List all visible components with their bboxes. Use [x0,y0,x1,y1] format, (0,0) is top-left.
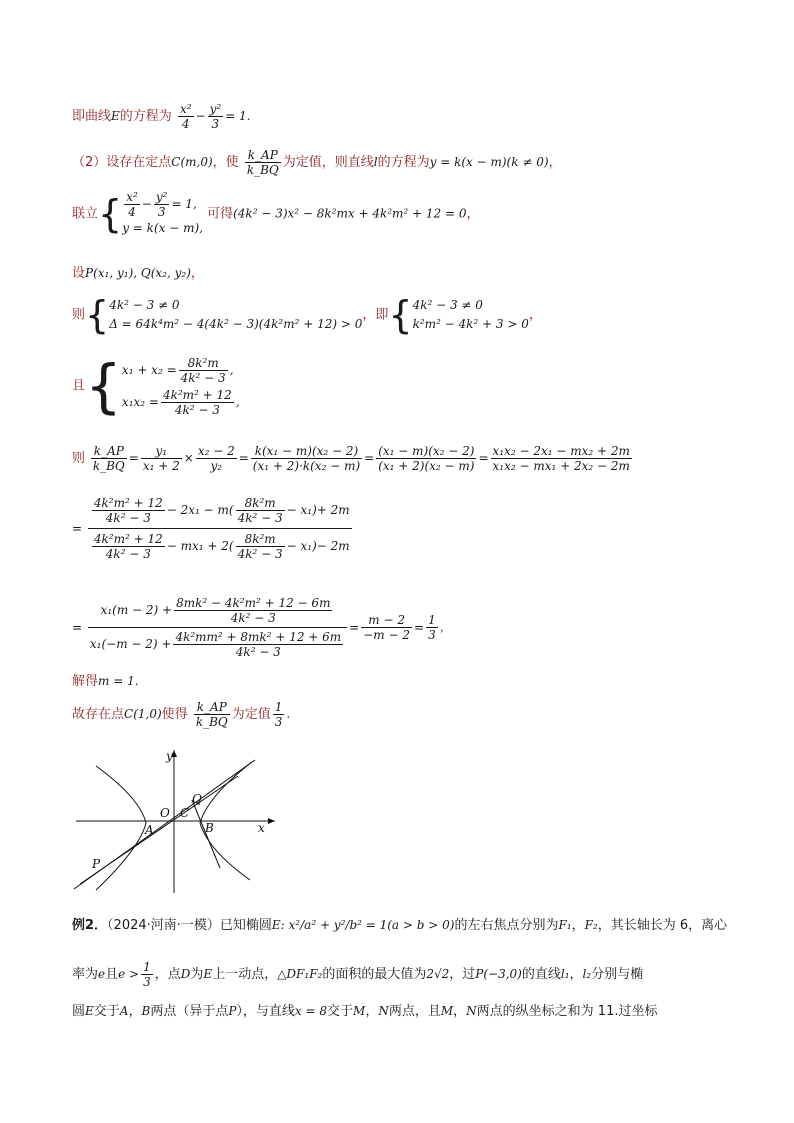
text: 两点的纵坐标之和为 11.过坐标 [476,1004,658,1019]
text: ， [128,1004,142,1019]
left-brace: { [85,293,110,337]
fraction-one-third: $\frac{1}{3}$ [274,700,283,729]
text: ，其长轴长为 6，离心 [597,918,728,933]
var-e: e [98,967,106,981]
compound-fraction: $\frac{\text{4k²m² + 12}}{\text{4k² − 3}}$ − 2x₁ − m( $\frac{\text{8k²m}}{\text{4k² − 3}}$ − x₁)+ 2m $\frac{\text{4k²m² + 12}}{\text{4k² − 3}}$ − mx₁ + 2( $\frac{\text{8k²m}}{\text{4k² − 3}}$ − x₁)− 2m [88,496,352,561]
var-A: A [119,1004,129,1018]
line-BQ [80,776,238,884]
var-N: N [378,1004,389,1018]
focus-F2: F₂ [584,918,598,932]
label-lianli: 联立 [72,206,99,222]
text: 率为 [72,967,99,982]
text-1: （2）设存在定点 [72,155,172,170]
var-E: E [111,109,120,123]
left-brace: { [85,352,122,420]
label-O: O [160,806,170,820]
example2-line3 [72,1000,657,1019]
text: 的左右焦点分别为 [454,918,559,933]
text-end: ， [190,266,204,281]
var-l2: l₂ [582,967,592,981]
text: 已知椭圆 [219,918,272,933]
x-axis-arrow [268,818,275,824]
text-end: ， [528,307,542,323]
text: ，点 [154,967,181,982]
e-comparison: e > [118,967,140,981]
label-A: A [145,823,154,837]
assume-point-line [72,148,562,177]
simultaneous-line [72,190,480,238]
text: 且 [105,967,119,982]
text: 的直线 [521,967,561,982]
text-4: 的方程为 [377,155,430,170]
simplified-fraction-line: = x₁(m − 2) + $\frac{\text{8mk² − 4k²m² + 12 − 6m}}{\text{4k² − 3}}$ x₁(−m − 2) + $\frac{\text{4k²mm² + 8mk² + 12 + 6m}}{\text{4k² − 3}}$ = $\frac{m - 2}{-m - 2}$ = $\frac{1}{3}$ ， [72,596,452,659]
text: 上一动点， [212,967,278,982]
example-source: （2024·河南·一模） [107,918,220,933]
curve-equation-line [72,102,251,131]
vieta-line [72,354,240,418]
label-ze: 则 [72,451,86,466]
label-P: P [92,857,101,871]
text: ，过 [449,967,476,982]
text-end: . [286,707,291,721]
area-value: 2√2 [426,967,450,981]
line-x8: x = 8 [294,1004,328,1018]
var-N: N [466,1004,477,1018]
condition-system: 4k² − 3 ≠ 0 Δ = 64k⁴m² − 4(4k² − 3)(4k²m² + 12) > 0 [109,298,363,331]
point-C: C(1,0) [124,707,162,721]
conditions-line [72,293,542,337]
label-Q: Q [192,792,202,806]
point-P: P(−3,0) [475,967,522,981]
left-brace: { [98,192,123,236]
text-ji: ，即 [362,307,389,323]
text: 交于 [327,1004,354,1019]
fraction-x2-4: $\frac{\text{x²}}{4}$ [179,102,192,131]
text-jiede: 解得 [72,674,99,689]
quadratic-equation: (4k² − 3)x² − 8k²mx + 4k²m² + 12 = 0 [233,206,467,221]
text: ），与直线 [236,1004,295,1019]
solve-line [72,670,139,689]
var-D: D [180,967,191,981]
text: 圆 [72,1004,86,1019]
focus-F1: F₁ [558,918,572,932]
example2-line2 [72,960,643,989]
text-end: ， [466,206,480,222]
equation-system: $\frac{\text{x²}}{4}$ − $\frac{\text{y²}}{3}$ = 1, y = k(x − m), [122,190,203,235]
var-M: M [440,1004,454,1018]
label-x: x [258,821,265,835]
text-2: 使得 [161,707,188,722]
fraction-kap-kbq: $\frac{k\_AP}{k\_BQ}$ [195,700,228,729]
example-title: 例2． [72,918,108,933]
text: ， [571,918,585,933]
var-M: M [353,1004,366,1018]
hyperbola-figure [70,748,280,896]
label-y: y [166,749,173,763]
text-2: ，使 [212,155,239,170]
conclusion-line [72,700,290,729]
text: 分别与椭 [591,967,644,982]
text: ， [365,1004,379,1019]
text: 为 [190,967,204,982]
var-E: E [85,1004,94,1018]
line-equation: y = k(x − m)(k ≠ 0) [429,155,549,169]
text-1: 故存在点 [72,707,125,722]
points-PQ: P(x₁, y₁), Q(x₂, y₂) [85,266,191,280]
point-C: C(m,0) [171,155,213,169]
ratio-derivation-line [72,444,634,473]
text-3: 为定值，则直线 [282,155,374,170]
condition-system-2: 4k² − 3 ≠ 0 k²m² − 4k² + 3 > 0 [412,298,529,331]
text: 的面积的最大值为 [322,967,427,982]
text-3: 为定值 [231,707,271,722]
label-B: B [205,821,214,835]
text-end: ， [548,155,562,170]
triangle: △DF₁F₂ [277,967,323,981]
label-C: C [180,806,190,820]
label-qie: 且 [72,378,86,394]
ellipse-equation: E: x²/a² + y²/b² = 1(a > b > 0) [271,918,455,932]
ratio-chain: $\frac{k\_AP}{k\_BQ}$ = $\frac{\text{y₁}}{\text{x₁ + 2}}$ × $\frac{\text{x₂ − 2}}{\text{y₂}}$ = $\frac{\text{k(x₁ − m)(x₂ − 2)}}{\text{(x₁ + 2)·k(x₂ − m)}}$ = $\frac{\text{(x₁ − m)(x₂ − 2)}}{\text{(x₁ + 2)(x₂ − m)}}$ = $\frac{\text{x₁x₂ − 2x₁ − mx₂ + 2m}}{\text{x₁x₂ − mx₁ + 2x₂ − 2m}}$ [92,444,630,473]
text: ， [569,967,583,982]
label-ze: 则 [72,307,86,323]
fraction-y2-3: $\frac{\text{y²}}{3}$ [209,102,222,131]
left-branch [96,766,146,890]
text-mid: 的方程为 [119,109,172,124]
fraction-one-third: $\frac{1}{3}$ [143,960,151,989]
text: 交于 [93,1004,120,1019]
m-value: m = 1. [98,674,139,688]
vieta-system: x₁ + x₂ = $\frac{\text{8k²m}}{\text{4k² − 3}}$ , x₁x₂ = $\frac{\text{4k²m² + 12}}{\text{4k² − 3}}$ , [121,356,240,417]
text: 两点，且 [388,1004,441,1019]
text-she: 设 [72,266,86,281]
var-l: l [373,155,378,169]
var-E: E [203,967,213,981]
left-brace-2: { [388,293,413,337]
text-kede: 可得 [207,206,234,222]
eq-tail: = 1. [225,109,251,123]
example2-line1 [72,914,727,933]
var-l1: l₁ [560,967,570,981]
minus-sign: − [195,109,206,123]
set-points-line [72,262,204,281]
var-P: P [228,1004,237,1018]
fraction-kap-kbq: $\frac{k\_AP}{k\_BQ}$ [246,148,279,177]
compound-fraction-line: = $\frac{\text{4k²m² + 12}}{\text{4k² − 3}}$ − 2x₁ − m( $\frac{\text{8k²m}}{\text{4k² − 3}}$ − x₁)+ 2m $\frac{\text{4k²m² + 12}}{\text{4k² − 3}}$ − mx₁ + 2( $\frac{\text{8k²m}}{\text{4k² − 3}}$ − x₁)− 2m [72,496,350,561]
text: 两点（异于点 [150,1004,229,1019]
text: ， [453,1004,467,1019]
var-B: B [141,1004,151,1018]
simplified-fraction: x₁(m − 2) + $\frac{\text{8mk² − 4k²m² + 12 − 6m}}{\text{4k² − 3}}$ x₁(−m − 2) + $\frac{\text{4k²mm² + 8mk² + 12 + 6m}}{\text{4k² − 3}}$ [88,596,347,659]
text-prefix: 即曲线 [72,109,112,124]
